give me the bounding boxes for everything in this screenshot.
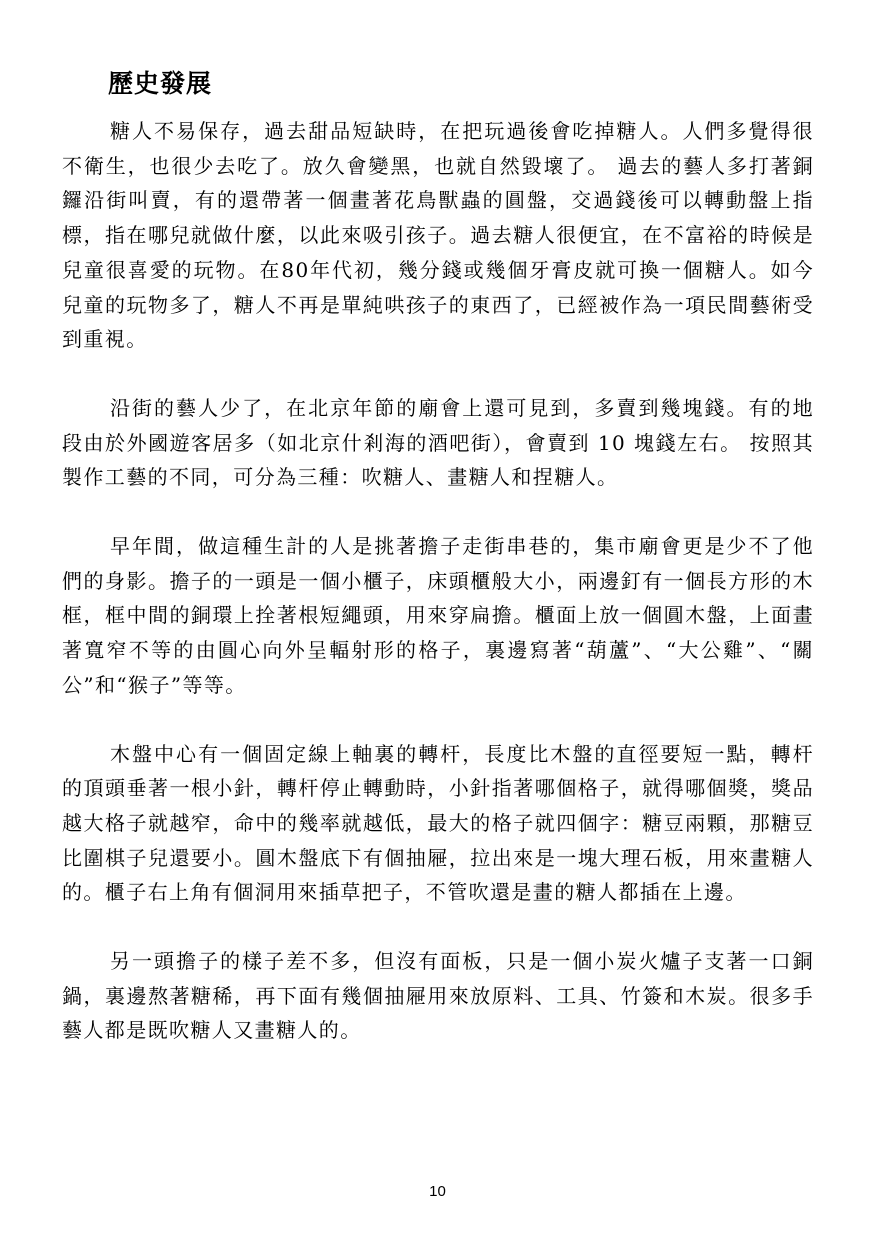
paragraph-carrying-pole: 早年間，做這種生計的人是挑著擔子走街串巷的，集市廟會更是少不了他們的身影。擔子的一頭是一個小櫃子，床頭櫃般大小，兩邊釘有一個長方形的木框，框中間的銅環上拴著根短繩頭，用來穿扁擔。櫃面上放一個圓木盤，上面畫著寬窄不等的由圓心向外呈輻射形的格子，裏邊寫著“葫蘆”、“大公雞”、“關公”和“猴子”等等。 (62, 534, 814, 697)
paragraph-spinning-wheel: 木盤中心有一個固定線上軸裏的轉杆，長度比木盤的直徑要短一點，轉杆的頂頭垂著一根小針，轉杆停止轉動時，小針指著哪個格子，就得哪個獎，獎品越大格子就越窄，命中的幾率就越低，最大的格子就四個字：糖豆兩顆，那糖豆比圍棋子兒還要小。圓木盤底下有個抽屜，拉出來是一塊大理石板，用來畫糖人的。櫃子右上角有個洞用來插草把子，不管吹還是畫的糖人都插在上邊。 (62, 741, 814, 905)
page-number: 10 (429, 1183, 446, 1200)
body-text (62, 114, 814, 1048)
section-heading: 歷史發展 (108, 69, 213, 98)
paragraph-stove-side: 另一頭擔子的樣子差不多，但沒有面板，只是一個小炭火爐子支著一口銅鍋，裏邊熬著糖稀，再下面有幾個抽屜用來放原料、工具、竹簽和木炭。很多手藝人都是既吹糖人又畫糖人的。 (62, 949, 814, 1043)
paragraph-storage-history: 糖人不易保存，過去甜品短缺時，在把玩過後會吃掉糖人。人們多覺得很不衛生，也很少去吃了。放久會變黑，也就自然毀壞了。 過去的藝人多打著銅鑼沿街叫賣，有的還帶著一個畫著花鳥獸蟲的圓盤，交過錢後可以轉動盤上指標，指在哪兒就做什麼，以此來吸引孩子。過去糖人很便宜，在不富裕的時候是兒童很喜愛的玩物。在80年代初，幾分錢或幾個牙膏皮就可換一個糖人。如今兒童的玩物多了，糖人不再是單純哄孩子的東西了，已經被作為一項民間藝術受到重視。 (62, 119, 814, 352)
paragraph-temple-fair: 沿街的藝人少了，在北京年節的廟會上還可見到，多賣到幾塊錢。有的地段由於外國遊客居多（如北京什剎海的酒吧街），會賣到 10 塊錢左右。 按照其製作工藝的不同，可分為三種：吹糖人、畫糖人和捏糖人。 (62, 395, 814, 490)
